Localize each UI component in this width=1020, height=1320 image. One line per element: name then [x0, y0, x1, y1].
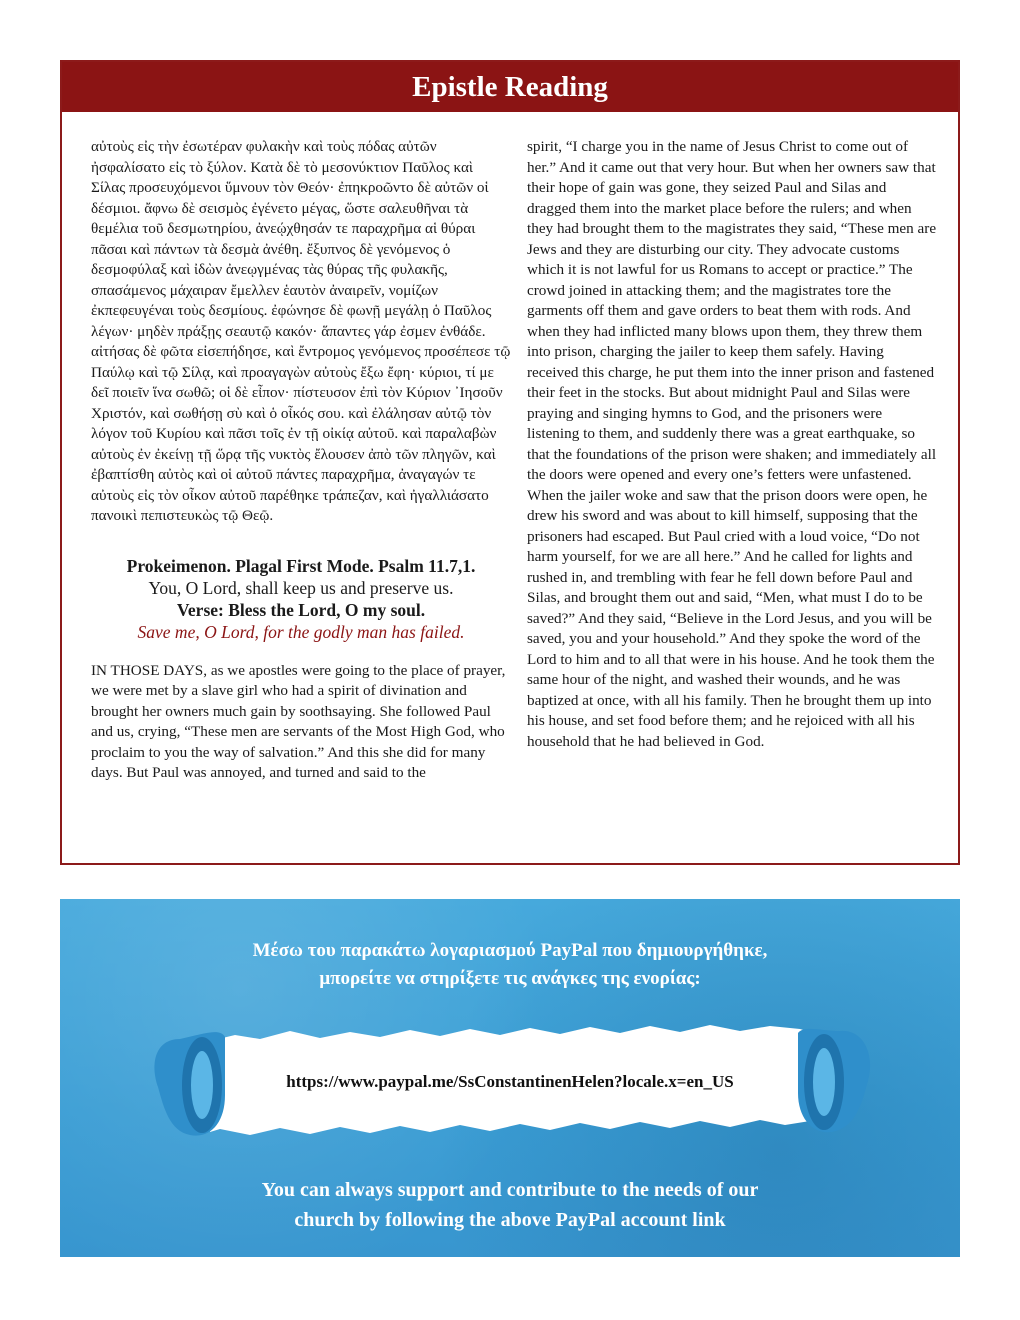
greek-support-line-2: μπορείτε να στηρίξετε τις ανάγκες της ενορίας:: [319, 968, 701, 989]
epistle-reading-section: [60, 60, 960, 865]
right-column: [527, 137, 937, 752]
english-text-continued: spirit, “I charge you in the name of Jesus Christ to come out of her.” And it came out that very hour. But when her owners saw that their hope of gain was gone, they seized Paul and Silas and dragged them into the market place before the rulers; and when they had brought them to the magistrates they said, “These men are Jews and they are disturbing our city. They advocate customs which it is not lawful for us Romans to accept or practice.” The crowd joined in attacking them; and the magistrates tore the garments off them and gave orders to beat them with rods. And when they had inflicted many blows upon them, they threw them into prison, charging the jailer to keep them safely. Having received this charge, he put them into the inner prison and fastened their feet in the stocks. But about midnight Paul and Silas were praying and singing hymns to God, and the prisoners were listening to them, and suddenly there was a great earthquake, so that the foundations of the prison were shaken; and immediately all the doors were opened and every one’s fetters were unfastened. When the jailer woke and saw that the prison doors were open, he drew his sword and was about to kill himself, supposing that the prisoners had escaped. But Paul cried with a loud voice, “Do not harm yourself, for we are all here.” And he called for lights and rushed in, and trembling with fear he fell down before Paul and Silas, and brought them out and said, “Men, what must I do to be saved?” And they said, “Believe in the Lord Jesus, and you will be saved, you and your household.” And they spoke the word of the Lord to him and to all that were in his house. And he took them the same hour of the night, and washed their wounds, and he was baptized at once, with all his family. Then he brought them up into his house, and set food before them; and he rejoiced with all his household that he had believed in God.: [527, 138, 937, 750]
english-support-message: [60, 1175, 960, 1235]
prokeimenon-verse: Verse: Bless the Lord, O my soul.: [176, 599, 426, 620]
english-support-line-2: church by following the above PayPal account link: [294, 1209, 726, 1231]
section-title: Epistle Reading: [62, 62, 958, 112]
english-support-line-1: You can always support and contribute to the needs of our: [261, 1179, 759, 1201]
greek-text: αὐτοὺς εἰς τὴν ἐσωτέραν φυλακὴν καὶ τοὺς πόδας αὐτῶν ἠσφαλίσατο εἰς τὸ ξύλον. Κατὰ δὲ τὸ μεσονύκτιον Παῦλος καὶ Σίλας προσευχόμενοι ὕμνουν τὸν Θεόν· ἐπηκροῶντο δὲ αὐτῶν οἱ δέσμιοι. ἄφνω δὲ σεισμὸς ἐγένετο μέγας, ὥστε σαλευθῆναι τὰ θεμέλια τοῦ δεσμωτηρίου, ἀνεῴχθησάν τε παραχρῆμα αἱ θύραι πᾶσαι καὶ πάντων τὰ δεσμὰ ἀνέθη. ἔξυπνος δὲ γενόμενος ὁ δεσμοφύλαξ καὶ ἰδὼν ἀνεῳγμένας τὰς θύρας τῆς φυλακῆς, σπασάμενος μάχαιραν ἔμελλεν ἑαυτὸν ἀναιρεῖν, νομίζων ἐκπεφευγέναι τοὺς δεσμίους. ἐφώνησε δὲ φωνῇ μεγάλῃ ὁ Παῦλος λέγων· μηδὲν πράξῃς σεαυτῷ κακόν· ἅπαντες γάρ ἐσμεν ἐνθάδε. αἰτήσας δὲ φῶτα εἰσεπήδησε, καὶ ἔντρομος γενόμενος προσέπεσε τῷ Παύλῳ καὶ τῷ Σίλᾳ, καὶ προαγαγὼν αὐτοὺς ἔξω ἔφη· κύριοι, τί με δεῖ ποιεῖν ἵνα σωθῶ; οἱ δὲ εἶπον· πίστευσον ἐπὶ τὸν Κύριον ᾿Ιησοῦν Χριστόν, καὶ σωθήσῃ σὺ καὶ ὁ οἶκός σου. καὶ ἐλάλησαν αὐτῷ τὸν λόγον τοῦ Κυρίου καὶ πᾶσι τοῖς ἐν τῇ οἰκίᾳ αὐτοῦ. καὶ παραλαβὼν αὐτοὺς ἐν ἐκείνῃ τῇ ὥρᾳ τῆς νυκτὸς ἔλουσεν ἀπὸ τῶν πληγῶν, καὶ ἐβαπτίσθη αὐτὸς καὶ οἱ αὐτοῦ πάντες παραχρῆμα, ἀναγαγών τε αὐτοὺς εἰς τὸν οἶκον αὐτοῦ παρέθηκε τράπεζαν, καὶ ἠγαλλιάσατο πανοικὶ πεπιστευκὼς τῷ Θεῷ.: [91, 138, 511, 524]
greek-support-line-1: Μέσω του παρακάτω λογαριασμού PayPal που δημιουργήθηκε,: [252, 940, 768, 961]
prokeimenon-title: Prokeimenon. Plagal First Mode. Psalm 11.7,1.: [126, 555, 476, 576]
prokeimenon-refrain: Save me, O Lord, for the godly man has failed.: [137, 621, 465, 642]
paypal-support-banner: [60, 899, 960, 1257]
english-text-start: IN THOSE DAYS, as we apostles were going to the place of prayer, we were met by a slave girl who had a spirit of divination and brought her owners much gain by soothsaying. She followed Paul and us, crying, “These men are servants of the Most High God, who proclaim to you the way of salvation.” And this she did for many days. But Paul was annoyed, and turned and said to the: [91, 661, 506, 781]
prokeimenon: [91, 555, 511, 643]
left-column: [91, 137, 511, 784]
paypal-link[interactable]: https://www.paypal.me/SsConstantinenHelen?locale.x=en_US: [286, 1072, 734, 1091]
prokeimenon-line: You, O Lord, shall keep us and preserve us.: [148, 577, 454, 598]
